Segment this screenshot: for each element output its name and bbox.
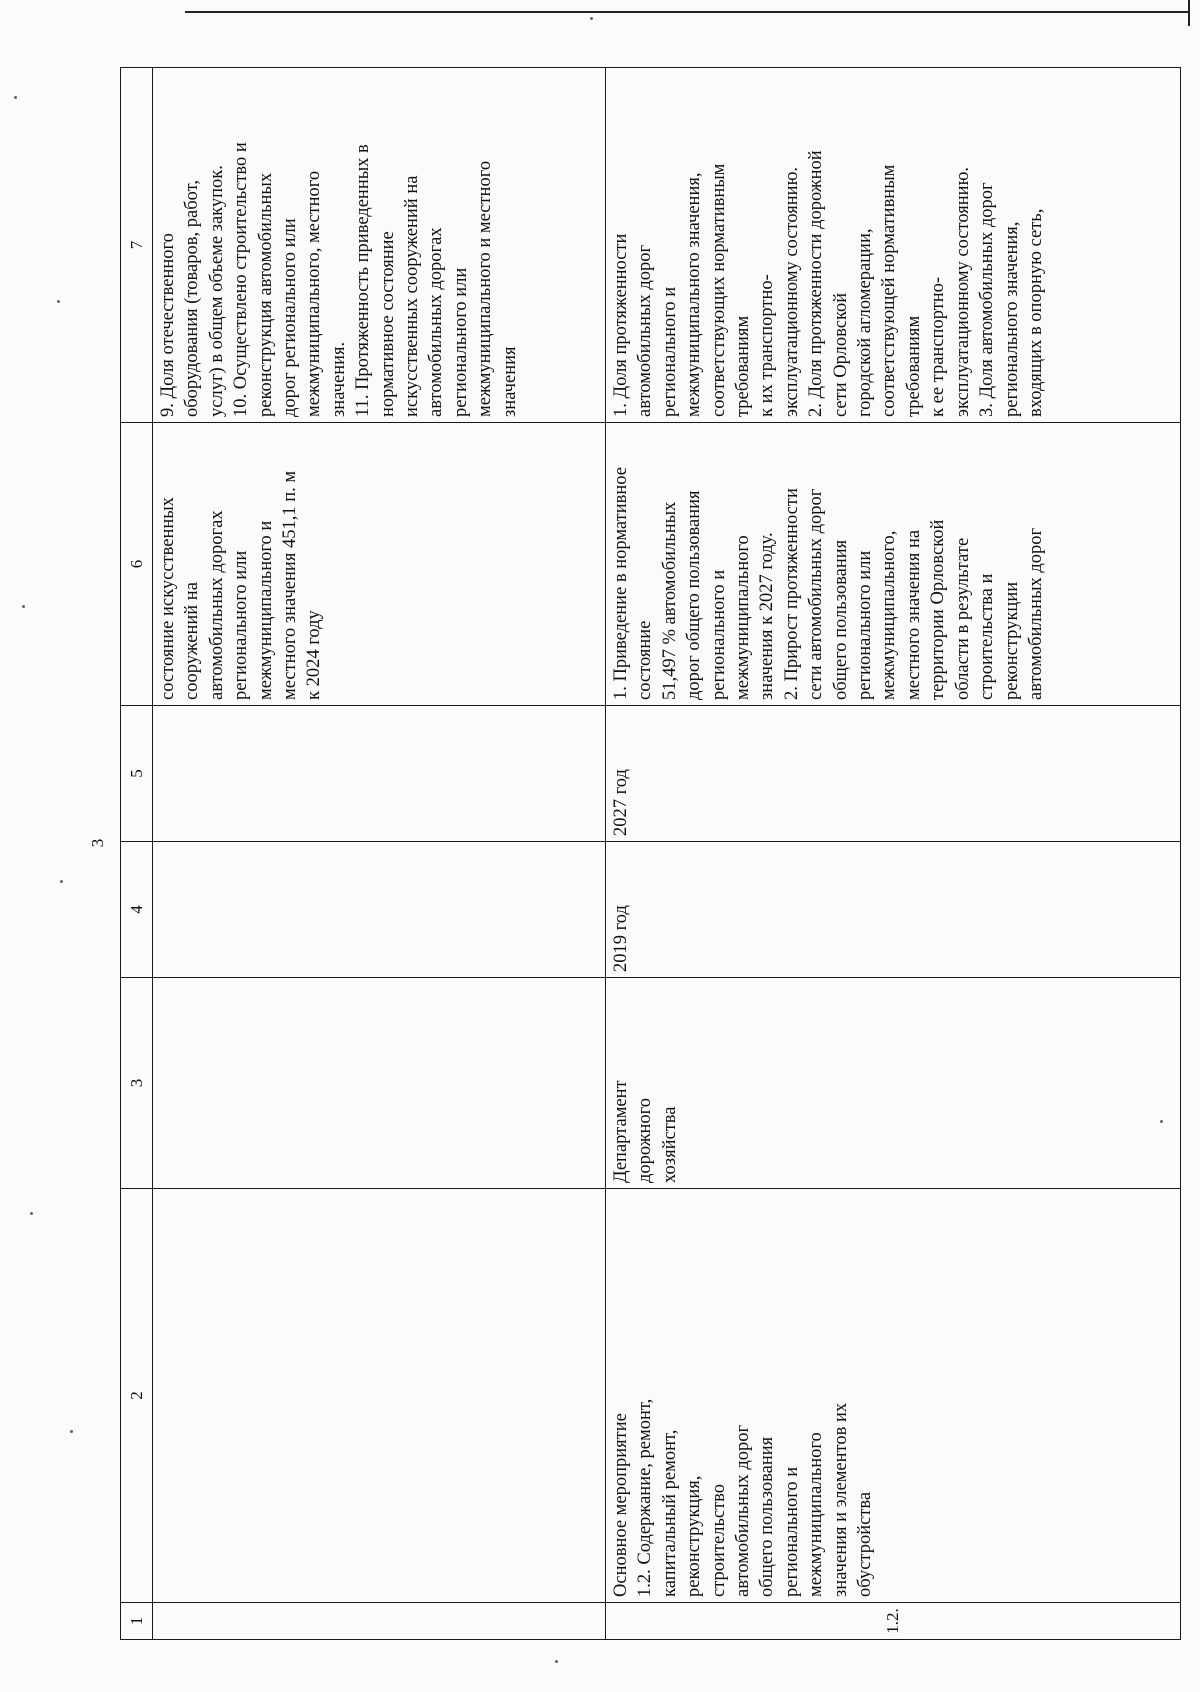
scan-speck: [70, 1430, 73, 1433]
start-year-cell: [153, 842, 606, 978]
executor-cell: [606, 978, 1181, 1189]
measure-name-cell: [153, 1189, 606, 1603]
end-year-cell: [153, 706, 606, 842]
scan-speck: [555, 1660, 558, 1663]
corner-edge-mark: [1188, 0, 1190, 26]
column-header: 5: [121, 706, 153, 842]
start-year-cell: 2019 год: [606, 842, 1181, 978]
table-row: [606, 68, 1181, 1640]
top-edge-line: [185, 11, 1189, 13]
end-year-cell: 2027 год: [606, 706, 1181, 842]
expected-result-cell: [606, 423, 1181, 706]
expected-result-text: 1. Приведение в нормативное состояние 51,497 % автомобильных дорог общего пользования регионального и межмуниципального значения к 2027 году. 2. Прирост протяженности сети автомобильных дорог общего пользования регионального или межмуниципального, местного значения на территории Орловской области в результате строительства и реконструкции автомобильных дорог: [611, 467, 1046, 700]
column-header: 4: [121, 842, 153, 978]
rotated-table-container: [120, 68, 1180, 1640]
scan-speck: [22, 605, 25, 608]
column-header: 6: [121, 423, 153, 706]
executor-cell: [153, 978, 606, 1189]
column-header: 3: [121, 978, 153, 1189]
row-number-cell: 1.2.: [606, 1603, 1181, 1640]
table-header-row: [121, 68, 153, 1640]
scan-speck: [60, 880, 63, 883]
scan-speck: [30, 1212, 33, 1215]
table-row: [153, 68, 606, 1640]
column-header: 2: [121, 1189, 153, 1603]
program-measures-table: [120, 67, 1181, 1640]
scan-speck: [14, 96, 17, 99]
indicators-text: 1. Доля протяженности автомобильных дорог регионального и межмуниципального значения, соответствующих нормативным требованиям к их транспортно- эксплуатационному состоянию. 2. Доля протяженности дорожной сети Орловской городской агломерации, соответствующей нормативным требованиям к ее транспортно- эксплуатационному состоянию. 3. Доля автомобильных дорог регионального значения, входящих в опорную сеть,: [611, 150, 1046, 417]
measure-name-cell: [606, 1189, 1181, 1603]
scan-speck: [57, 300, 60, 303]
measure-name-text: Основное мероприятие 1.2. Содержание, ремонт, капитальный ремонт, реконструкция, строительство автомобильных дорог общего пользования регионального и межмуниципального значения и элементов их обустройства: [611, 1398, 876, 1597]
page-number: 3: [88, 838, 107, 848]
expected-result-text: состояние искусственных сооружений на автомобильных дорогах регионального или межмуниципального и местного значения 451,1 п. м к 2024 году: [158, 470, 325, 700]
executor-text: Департамент дорожного хозяйства: [611, 1080, 680, 1183]
row-number-cell: [153, 1603, 606, 1640]
column-header: 1: [121, 1603, 153, 1640]
scan-speck: [590, 17, 593, 20]
expected-result-cell: [153, 423, 606, 706]
indicators-text: 9. Доля отечественного оборудования (товаров, работ, услуг) в общем объеме закупок. 10. Осуществлено строительство и реконструкция автомобильных дорог регионального или межмуниципального, местного значения. 11. Протяженность приведенных в нормативное состояние искусственных сооружений на автомобильных дорогах регионального или межмуниципального и местного значения: [158, 142, 520, 417]
column-header: 7: [121, 68, 153, 423]
indicators-cell: [606, 68, 1181, 423]
indicators-cell: [153, 68, 606, 423]
